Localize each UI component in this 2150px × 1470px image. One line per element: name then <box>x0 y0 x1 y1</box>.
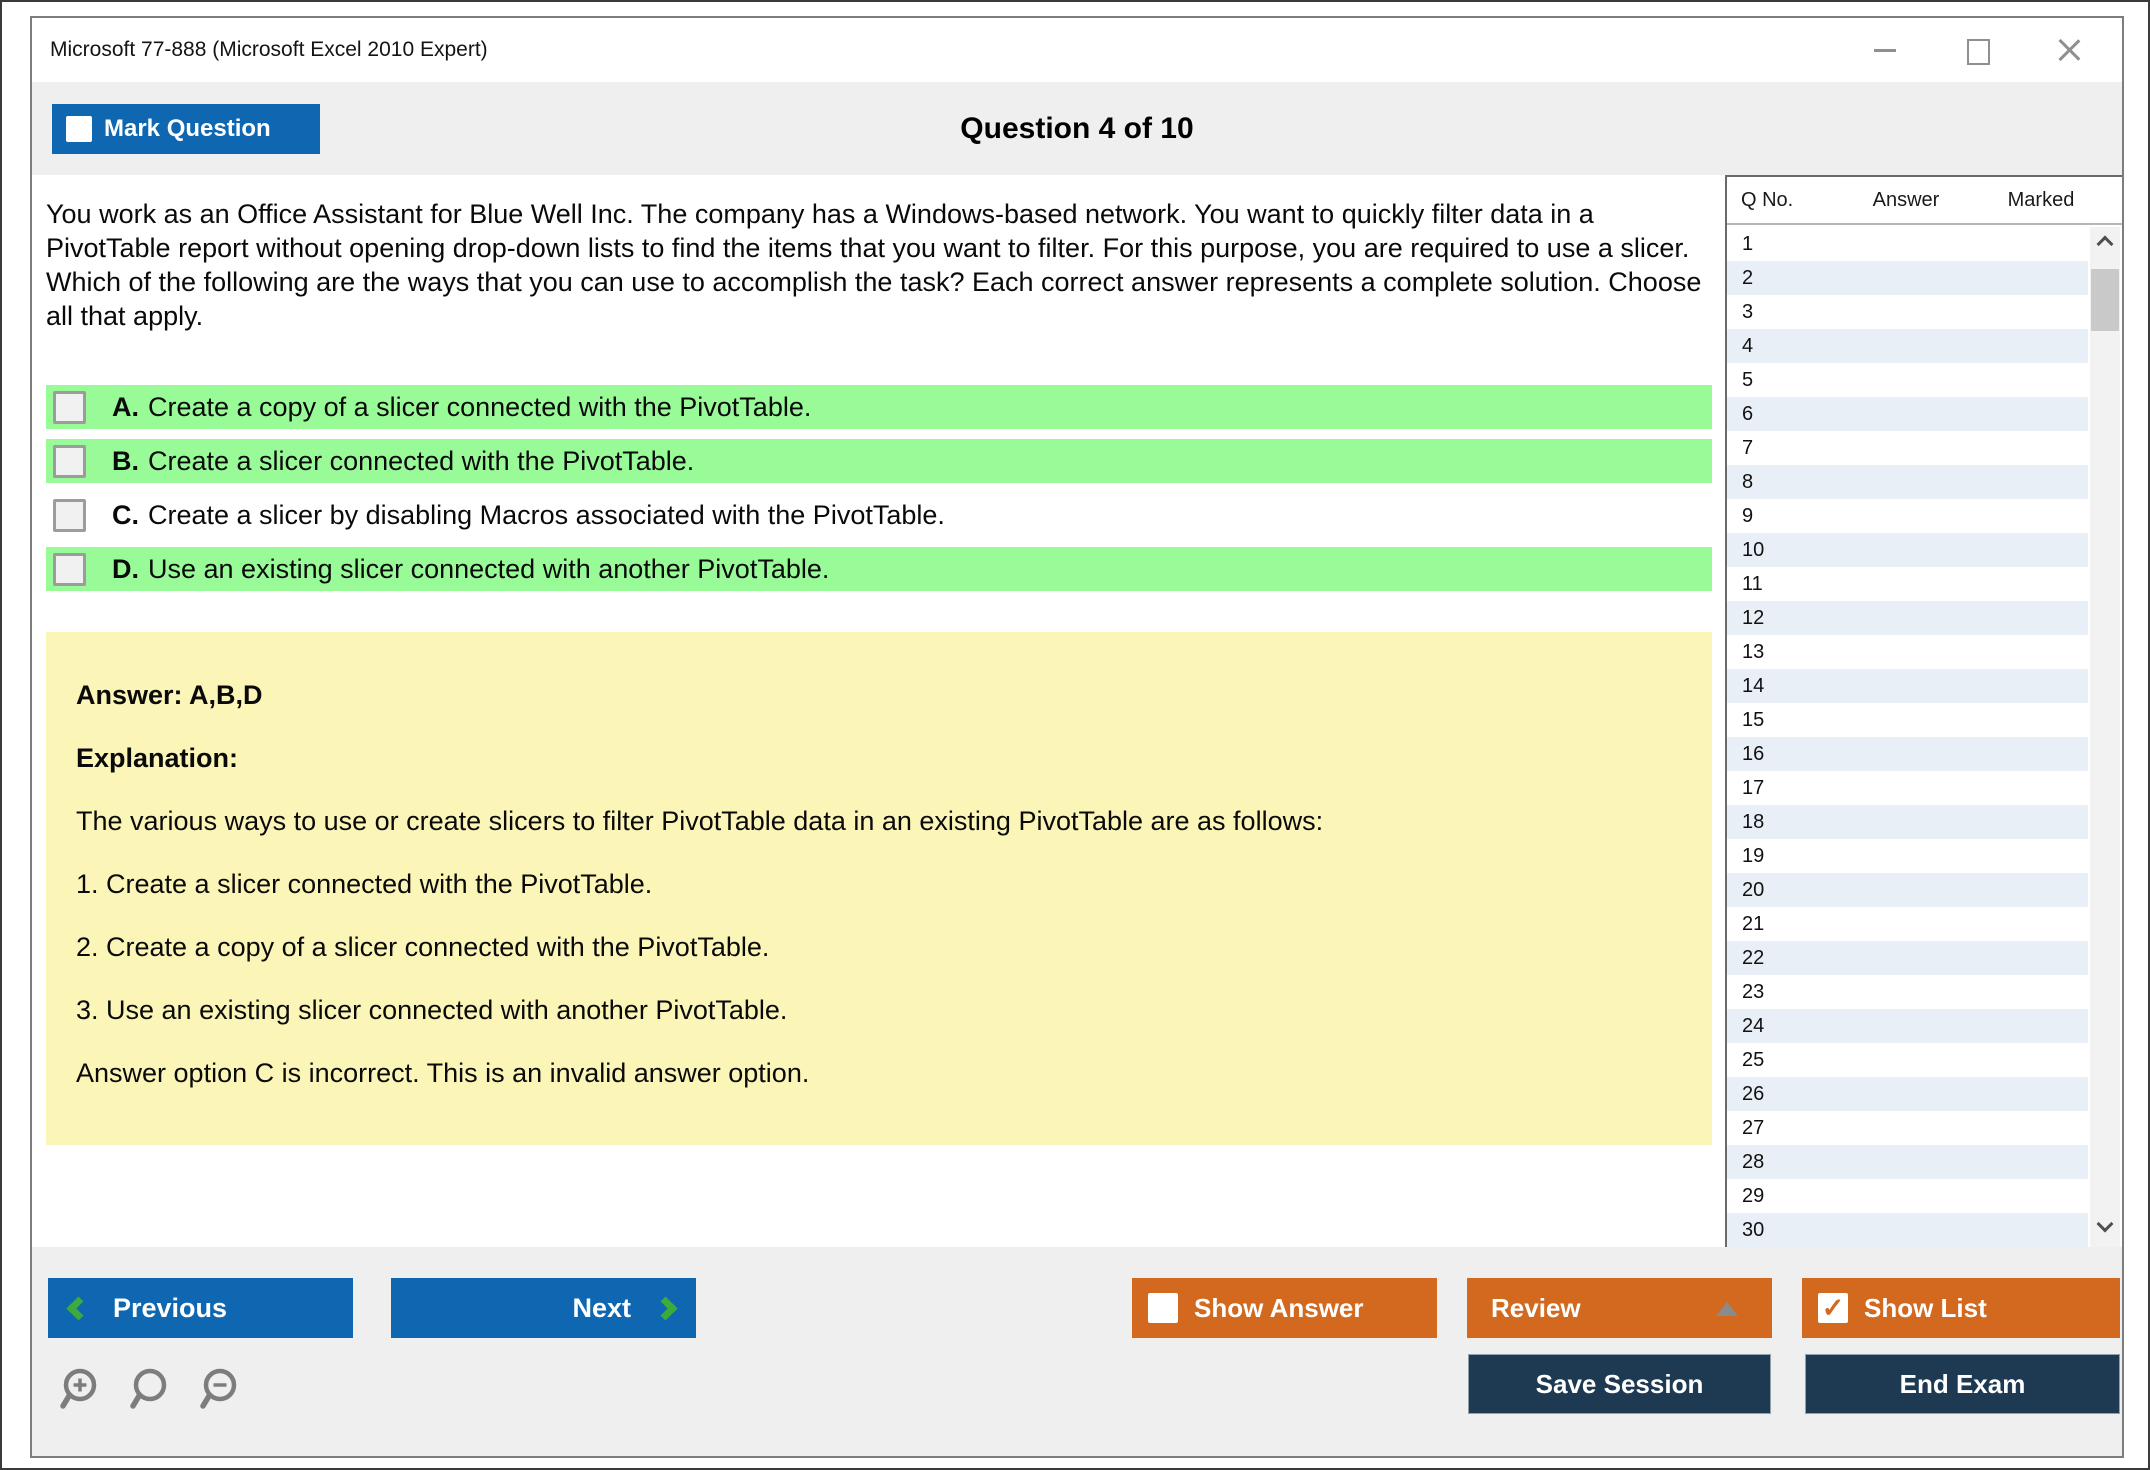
next-label: Next <box>572 1292 631 1323</box>
question-list-row[interactable]: 21 <box>1742 913 1765 935</box>
save-session-label: Save Session <box>1535 1368 1704 1399</box>
options-list <box>46 385 1712 601</box>
question-list-row[interactable]: 1 <box>1742 233 1754 255</box>
window-controls <box>1872 18 2082 82</box>
mark-question-button[interactable] <box>52 104 320 154</box>
question-list-row[interactable]: 24 <box>1727 1009 2088 1043</box>
option-checkbox[interactable] <box>53 445 86 478</box>
column-qno: Q No. <box>1741 188 1794 211</box>
option-text: Create a copy of a slicer connected with the PivotTable. <box>148 391 812 422</box>
check-icon: ✓ <box>1821 1292 1845 1323</box>
option-letter: C. <box>112 499 139 530</box>
zoom-controls <box>57 1365 247 1417</box>
explanation-paragraph: The various ways to use or create slicers to filter PivotTable data in an existing PivotTable are as follows: <box>76 806 1324 836</box>
question-list-row[interactable]: 6 <box>1727 397 2088 431</box>
question-list-row[interactable]: 14 <box>1727 669 2088 703</box>
option-letter: D. <box>112 553 139 584</box>
zoom-reset-icon[interactable] <box>127 1365 177 1417</box>
zoom-in-icon[interactable] <box>57 1365 107 1417</box>
question-text: You work as an Office Assistant for Blue Well Inc. The company has a Windows-based network. You want to quickly filter data in a PivotTable report without opening drop-down lists to find the items that you want to filter. For this purpose, you are required to use a slicer. Which of the following are the ways that you can use to accomplish the task? Each correct answer represents a complete solution. Choose all that apply. <box>46 199 1702 331</box>
review-label: Review <box>1491 1292 1581 1323</box>
column-marked: Marked <box>2007 188 2075 211</box>
answer-option[interactable] <box>46 493 1712 537</box>
question-list-row[interactable]: 3 <box>1742 301 1754 323</box>
chevron-left-icon <box>66 1296 90 1320</box>
explanation-paragraph: Answer option C is incorrect. This is an invalid answer option. <box>76 1058 810 1088</box>
question-list-header <box>1727 177 2122 225</box>
scrollbar-thumb[interactable] <box>2091 269 2119 331</box>
option-text: Create a slicer by disabling Macros associated with the PivotTable. <box>148 499 945 530</box>
question-list-row[interactable]: 29 <box>1742 1185 1765 1207</box>
question-list-scrollbar[interactable] <box>2090 227 2120 1247</box>
column-answer: Answer <box>1872 188 1940 211</box>
option-letter: A. <box>112 391 139 422</box>
answer-option[interactable] <box>46 439 1712 483</box>
show-answer-button[interactable] <box>1132 1278 1437 1338</box>
show-list-checkbox[interactable] <box>1818 1293 1848 1323</box>
question-list-row[interactable]: 15 <box>1742 709 1765 731</box>
explanation-box <box>46 632 1712 1145</box>
end-exam-button[interactable] <box>1805 1354 2120 1414</box>
question-list-row[interactable]: 20 <box>1727 873 2088 907</box>
show-list-label: Show List <box>1864 1292 1987 1323</box>
triangle-up-icon <box>1716 1302 1738 1316</box>
footer-bar <box>32 1247 2122 1456</box>
mark-question-checkbox[interactable] <box>66 116 92 142</box>
title-bar <box>32 18 2122 82</box>
explanation-paragraph: 1. Create a slicer connected with the PivotTable. <box>76 869 653 899</box>
answer-label: Answer: A,B,D <box>76 680 263 710</box>
question-list-row[interactable]: 8 <box>1727 465 2088 499</box>
question-panel <box>32 175 1725 1247</box>
header-strip <box>32 82 2122 175</box>
show-answer-checkbox[interactable] <box>1148 1293 1178 1323</box>
option-checkbox[interactable] <box>53 553 86 586</box>
end-exam-label: End Exam <box>1899 1368 2026 1399</box>
option-checkbox[interactable] <box>53 499 86 532</box>
answer-option[interactable] <box>46 385 1712 429</box>
scroll-up-icon[interactable] <box>2090 227 2120 261</box>
review-button[interactable] <box>1467 1278 1772 1338</box>
previous-label: Previous <box>113 1292 228 1323</box>
question-list-row[interactable]: 22 <box>1727 941 2088 975</box>
question-list-row[interactable]: 18 <box>1727 805 2088 839</box>
mark-question-label: Mark Question <box>104 115 271 142</box>
zoom-out-icon[interactable] <box>197 1365 247 1417</box>
question-list-row[interactable]: 12 <box>1727 601 2088 635</box>
window-title: Microsoft 77-888 (Microsoft Excel 2010 Expert) <box>50 38 488 61</box>
option-text: Create a slicer connected with the PivotTable. <box>148 445 695 476</box>
question-list-row[interactable]: 26 <box>1727 1077 2088 1111</box>
explanation-label: Explanation: <box>76 743 239 773</box>
question-list-panel <box>1725 175 2122 1247</box>
option-checkbox[interactable] <box>53 391 86 424</box>
close-icon[interactable] <box>2056 37 2082 63</box>
question-list-row[interactable]: 2 <box>1727 261 2088 295</box>
minimize-icon[interactable] <box>1872 37 1898 63</box>
previous-button[interactable] <box>48 1278 353 1338</box>
save-session-button[interactable] <box>1468 1354 1771 1414</box>
option-text: Use an existing slicer connected with another PivotTable. <box>148 553 830 584</box>
question-list-row[interactable]: 9 <box>1742 505 1754 527</box>
question-list-row[interactable]: 11 <box>1742 573 1763 595</box>
question-list-row[interactable]: 13 <box>1742 641 1765 663</box>
question-list-row[interactable]: 10 <box>1727 533 2088 567</box>
question-list-row[interactable]: 17 <box>1742 777 1765 799</box>
app-window <box>30 16 2124 1458</box>
chevron-right-icon <box>653 1296 677 1320</box>
question-list <box>1727 227 2088 1247</box>
question-list-row[interactable]: 28 <box>1727 1145 2088 1179</box>
question-list-row[interactable]: 7 <box>1742 437 1754 459</box>
question-list-row[interactable]: 30 <box>1727 1213 2088 1247</box>
answer-option[interactable] <box>46 547 1712 591</box>
scroll-down-icon[interactable] <box>2090 1211 2120 1245</box>
show-list-button[interactable] <box>1802 1278 2120 1338</box>
question-list-row[interactable]: 16 <box>1727 737 2088 771</box>
next-button[interactable] <box>391 1278 696 1338</box>
option-letter: B. <box>112 445 139 476</box>
question-list-row[interactable]: 27 <box>1742 1117 1765 1139</box>
explanation-paragraphs <box>76 804 1682 1090</box>
question-list-row[interactable]: 5 <box>1742 369 1754 391</box>
explanation-paragraph: 2. Create a copy of a slicer connected with the PivotTable. <box>76 932 770 962</box>
maximize-icon[interactable] <box>1964 37 1990 63</box>
question-counter: Question 4 of 10 <box>960 111 1194 145</box>
question-list-row[interactable]: 19 <box>1742 845 1765 867</box>
show-answer-label: Show Answer <box>1194 1292 1364 1323</box>
question-list-row[interactable]: 4 <box>1727 329 2088 363</box>
explanation-paragraph: 3. Use an existing slicer connected with another PivotTable. <box>76 995 788 1025</box>
question-list-row[interactable]: 25 <box>1742 1049 1765 1071</box>
question-list-row[interactable]: 23 <box>1742 981 1765 1003</box>
